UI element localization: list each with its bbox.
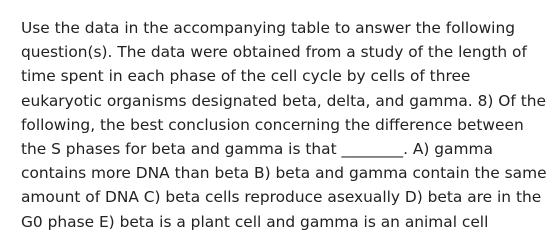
- question-text: Use the data in the accompanying table to answer the following question(s). The data were obtained from a study of the length of time spent in each phase of the cell cycle by cells of three eukaryotic organisms designated beta, delta, and gamma. 8) Of the following, the best conclusion concerning the difference between the S phases for beta and gamma is that ________. A) gamma contains more DNA than beta B) beta and gamma contain the same amount of DNA C) beta cells reproduce asexually D) beta are in the G0 phase E) beta is a plant cell and gamma is an animal cell: [21, 19, 547, 231]
